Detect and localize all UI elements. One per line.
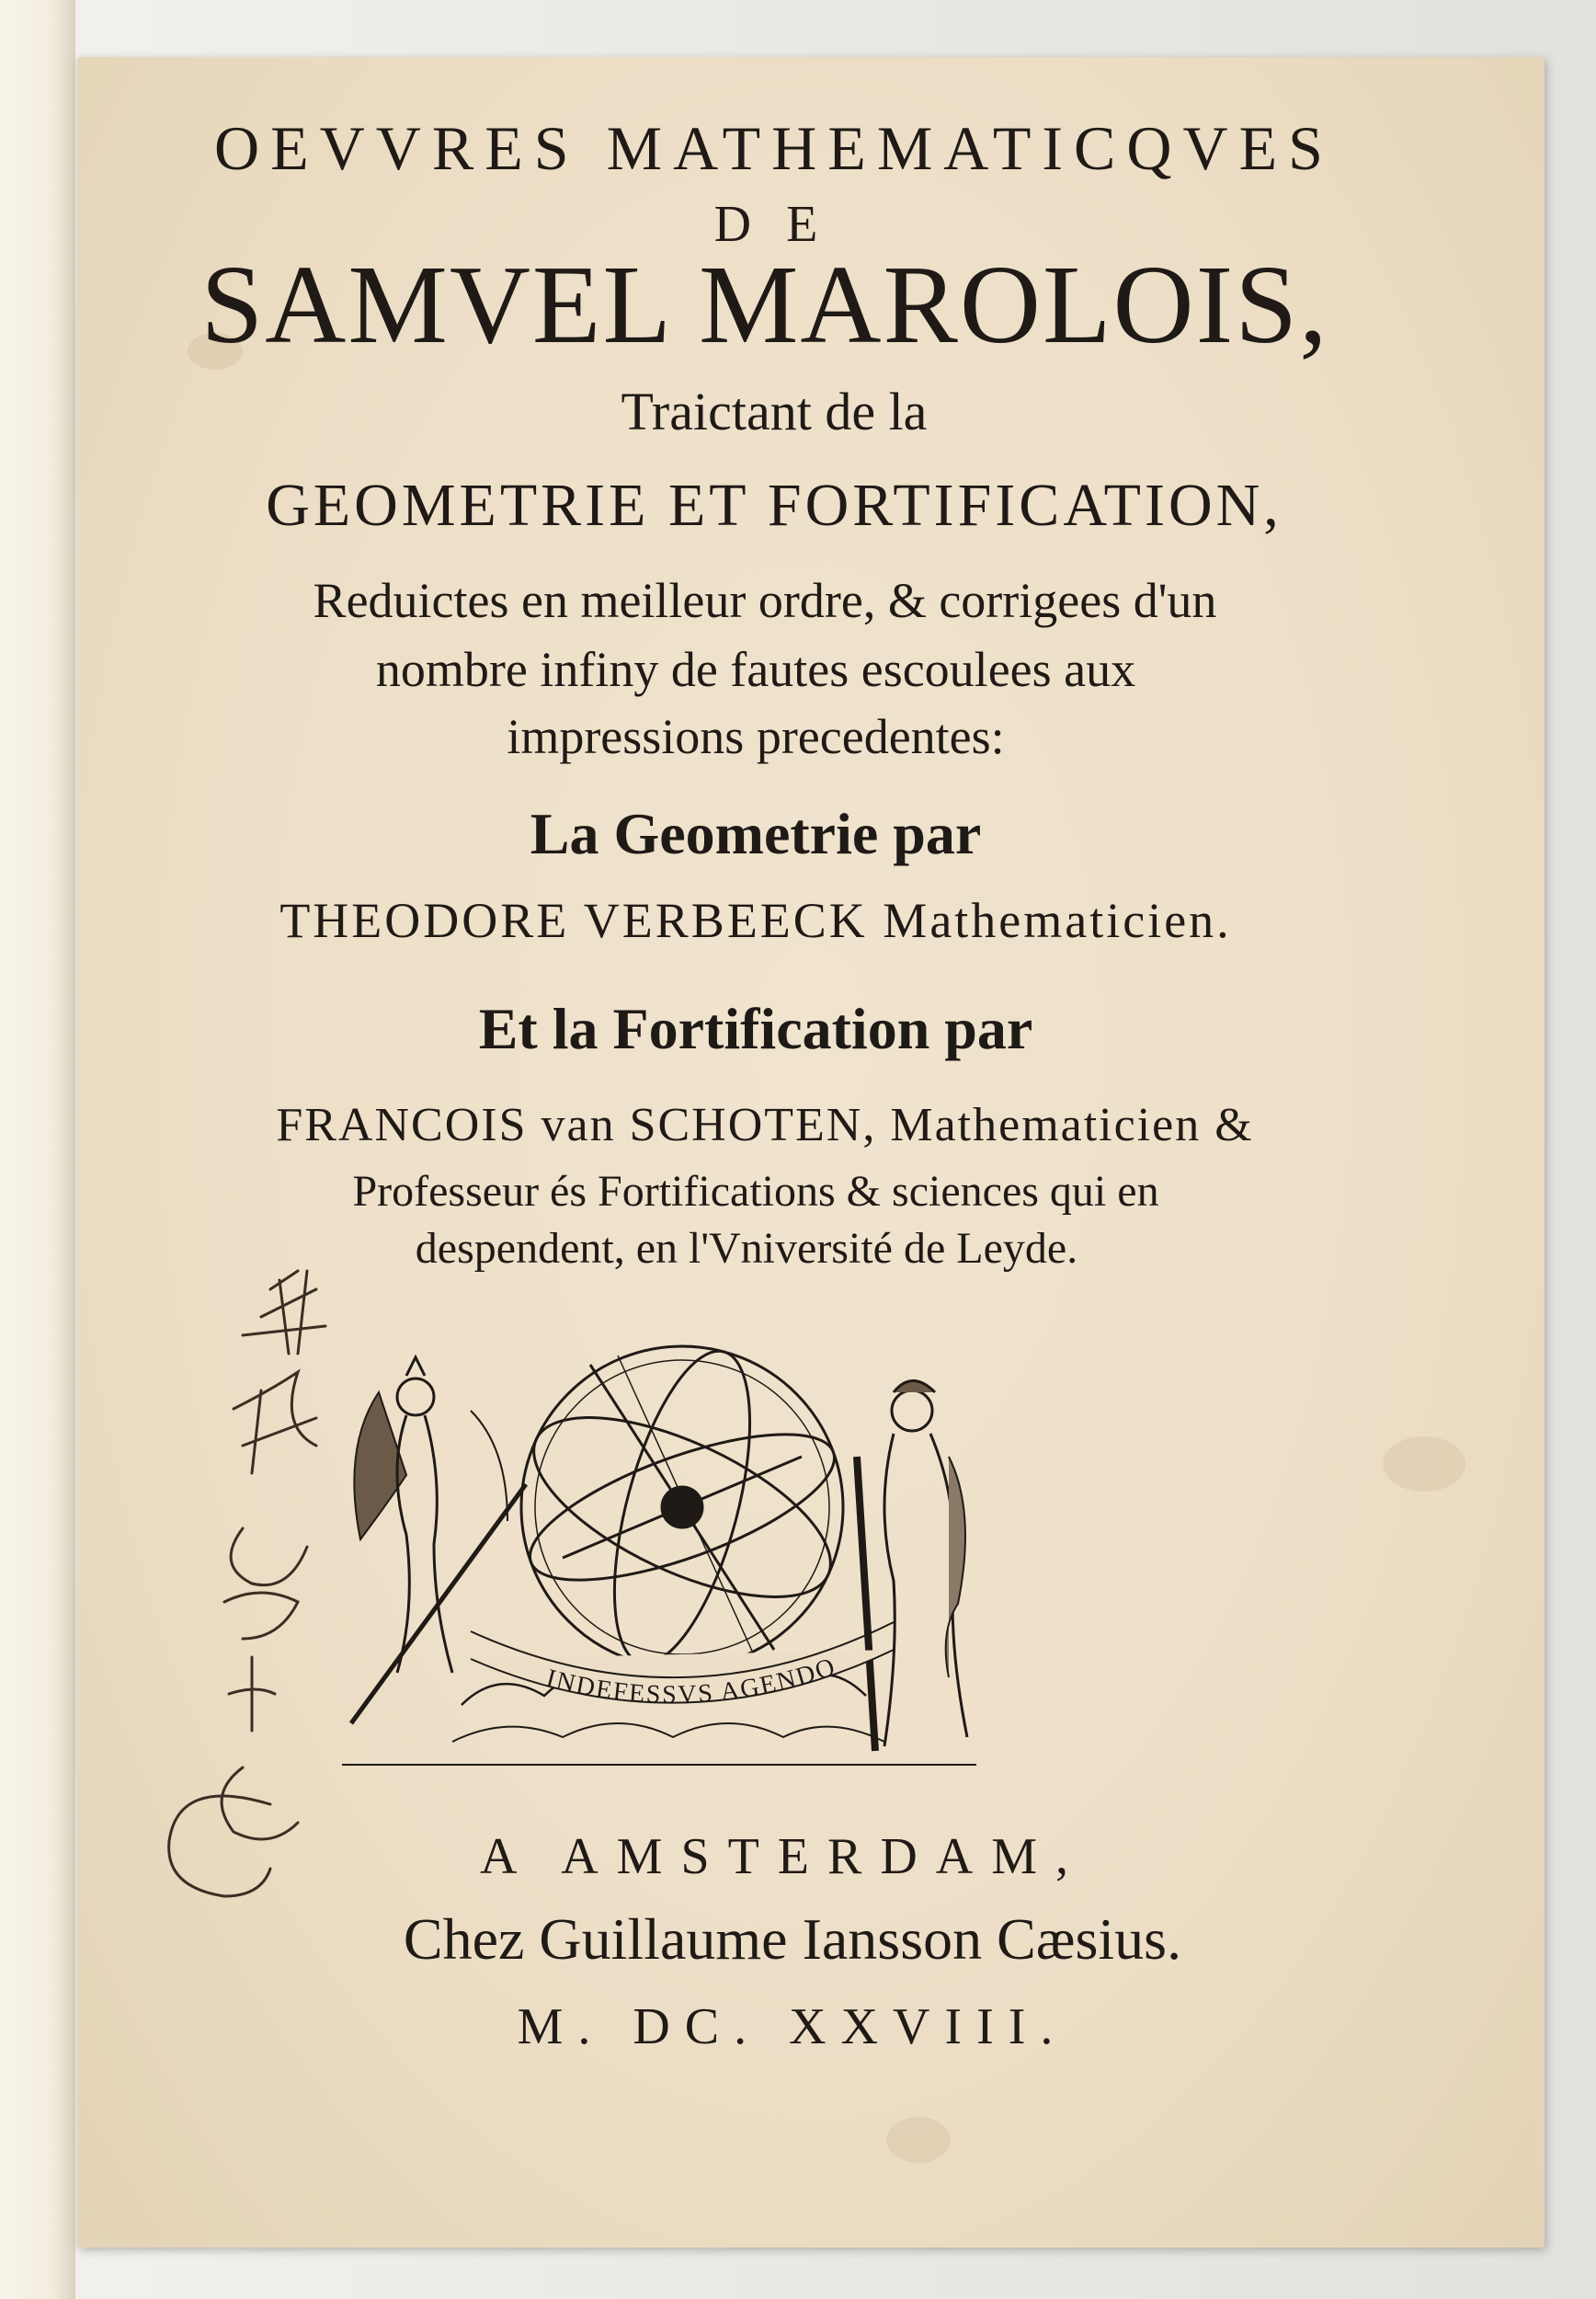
description-line-3: impressions precedentes: [507,709,1005,764]
fortification-editor-line-3: despendent, en l'Vniversité de Leyde. [415,1224,1078,1273]
fortification-editor-line-2: Professeur és Fortifications & sciences qui en [352,1167,1159,1216]
foxing-spot [1383,1436,1465,1492]
printers-device-emblem [314,1319,1032,1788]
title-line-2: DE [713,196,853,253]
hercules-figure [857,1381,967,1752]
imprint-printer: Chez Guillaume Iansson Cæsius. [403,1906,1182,1972]
author-name: SAMVEL MAROLOIS, [200,243,1329,367]
description-line-1: Reduictes en meilleur ordre, & corrigees d'un [313,573,1217,628]
imprint-place: A AMSTERDAM, [479,1828,1088,1885]
description-line-2: nombre infiny de fautes escoulees aux [375,642,1136,697]
fortification-editor-line-1: FRANCOIS van SCHOTEN, Mathematicien & [276,1099,1254,1151]
geometry-heading: La Geometrie par [530,801,982,866]
title-page [77,57,1545,2248]
title-line-1: OEVVRES MATHEMATICQVES [214,113,1334,183]
foxing-spot [886,2117,951,2163]
emblem-motto: INDEFESSVS AGENDO [542,1652,840,1710]
fortification-heading: Et la Fortification par [478,996,1033,1061]
imprint-date: M. DC. XXVIII. [517,1998,1068,2055]
geometry-editor: THEODORE VERBEECK Mathematicien. [279,893,1232,948]
subtitle-topics: GEOMETRIE ET FORTIFICATION, [266,472,1282,539]
subtitle-intro: Traictant de la [621,382,928,441]
